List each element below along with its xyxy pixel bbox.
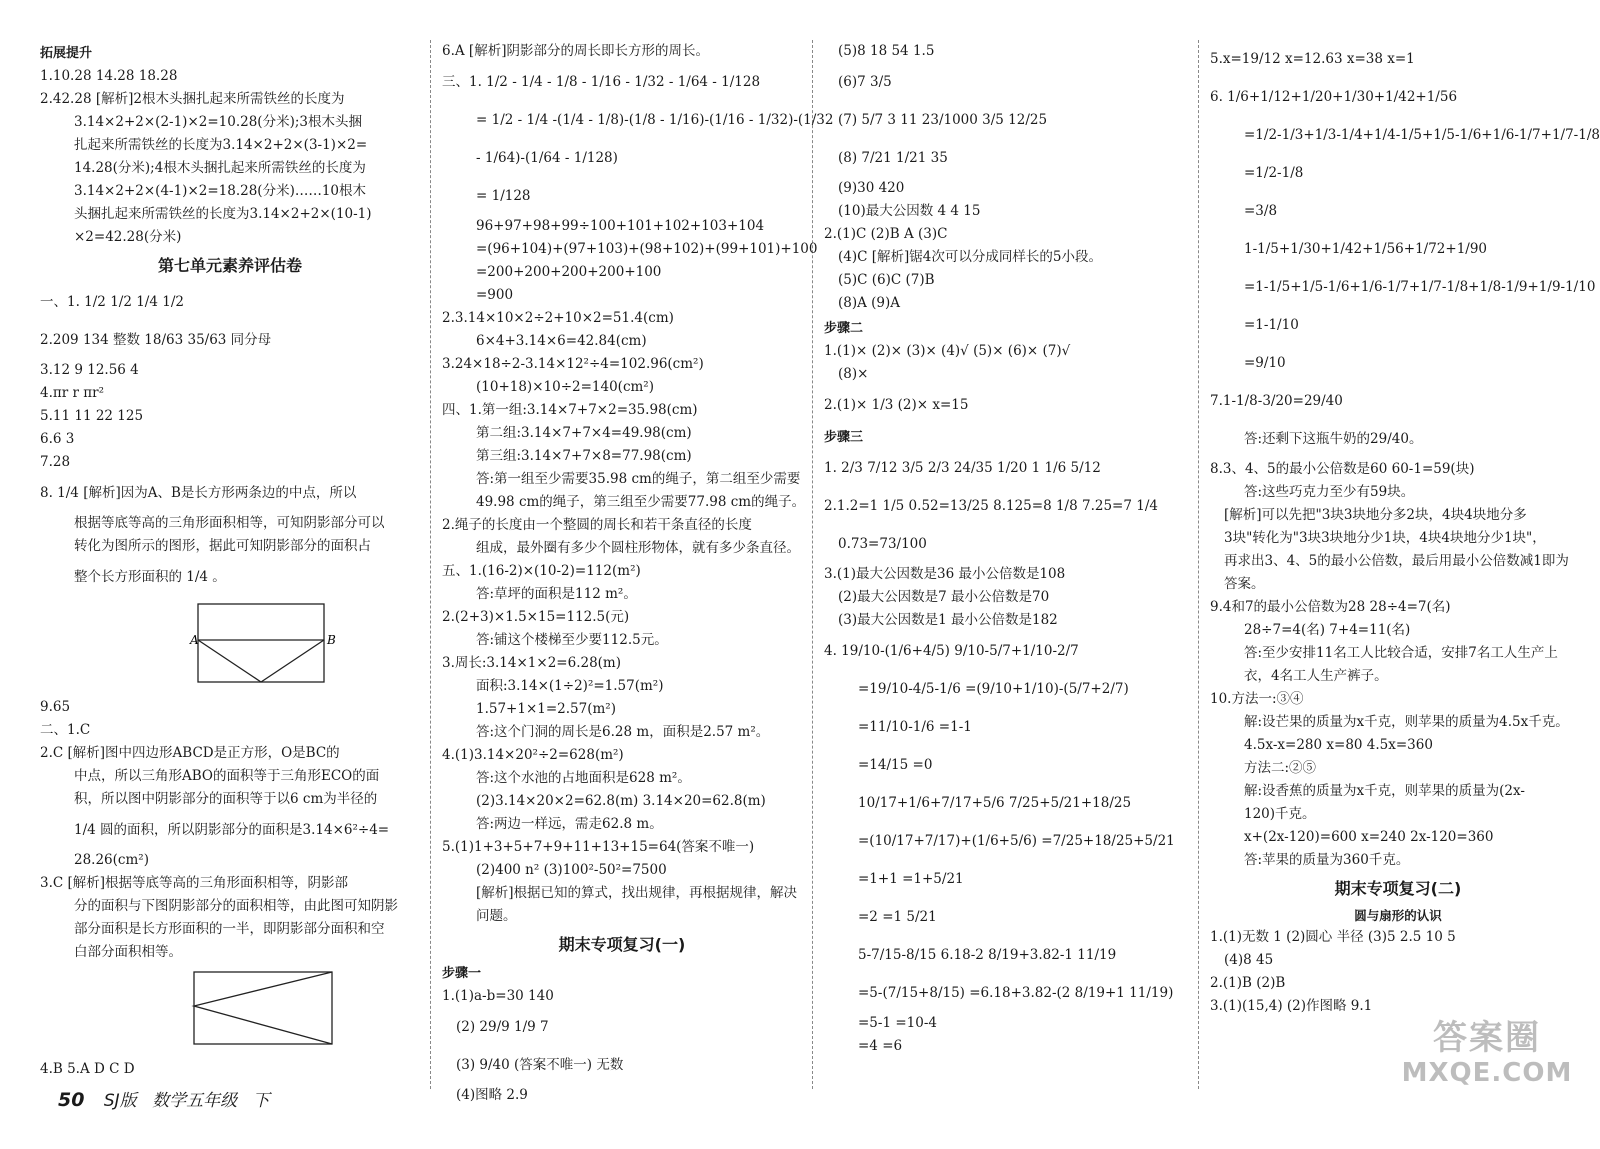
answer-line: (2)最大公因数是7 最小公倍数是70 — [838, 589, 1050, 605]
answer-line: 2.(1)× 1/3 (2)× x=15 — [824, 397, 969, 413]
answer-line: 6. 1/6+1/12+1/20+1/30+1/42+1/56 — [1210, 89, 1458, 105]
answer-line: 9.4和7的最小公倍数为28 28÷4=7(名) — [1210, 599, 1451, 615]
answer-line: 4.5x-x=280 x=80 4.5x=360 — [1244, 737, 1433, 753]
page-footer — [58, 1086, 279, 1111]
point-b-label: B — [327, 633, 336, 647]
answer-line: 转化为图所示的图形，据此可知阴影部分的面积占 — [74, 538, 371, 554]
answer-line: 9.65 — [40, 699, 71, 715]
answer-line: 步骤一 — [442, 966, 482, 981]
answer-line: 分的面积与下图阴影部分的面积相等，由此图可知阴影 — [74, 898, 398, 914]
answer-line: 第三组:3.14×7+7×8=77.98(cm) — [476, 448, 692, 464]
answer-line: 7.1-1/8-3/20=29/40 — [1210, 393, 1343, 409]
answer-line: =3/8 — [1244, 203, 1278, 219]
answer-line: 圆与扇形的认识 — [1354, 908, 1442, 923]
answer-line: =14/15 =0 — [858, 757, 933, 773]
answer-line: =200+200+200+200+100 — [476, 264, 662, 280]
column-divider — [1198, 40, 1199, 1089]
answer-line: =5-1 =10-4 — [858, 1015, 937, 1031]
answer-line: 组成，最外圈有多少个圆柱形物体，就有多少条直径。 — [476, 540, 800, 556]
answer-line: 2.(1)B (2)B — [1210, 975, 1286, 991]
column-divider — [430, 40, 431, 1089]
answer-line: 1.(1)a-b=30 140 — [442, 988, 554, 1004]
answer-line: 5.11 11 22 125 — [40, 408, 144, 424]
rectangle-triangle-figure — [190, 600, 340, 688]
answer-column-4 — [1204, 34, 1600, 1093]
answer-line: (6)7 3/5 — [838, 74, 892, 90]
answer-line: (7) 5/7 3 11 23/1000 3/5 12/25 — [838, 112, 1048, 128]
answer-line: 3.12 9 12.56 4 — [40, 362, 139, 378]
answer-line: 答:至少安排11名工人比较合适，安排7名工人生产上 — [1244, 645, 1558, 661]
answer-line: 96+97+98+99÷100+101+102+103+104 — [476, 218, 765, 234]
answer-line: 4. 19/10-(1/6+4/5) 9/10-5/7+1/10-2/7 — [824, 643, 1079, 659]
answer-line: 2.绳子的长度由一个整圆的周长和若干条直径的长度 — [442, 517, 752, 533]
answer-line: 4.πr r πr² — [40, 385, 104, 401]
answer-line: ×2=42.28(分米) — [74, 229, 182, 245]
answer-line: 解:设芒果的质量为x千克，则苹果的质量为4.5x千克。 — [1244, 714, 1569, 730]
answer-line: 问题。 — [476, 908, 517, 924]
watermark — [1392, 1018, 1582, 1088]
answer-line: 2.42.28 [解析]2根木头捆扎起来所需铁丝的长度为 — [40, 91, 345, 107]
answer-line: 28÷7=4(名) 7+4=11(名) — [1244, 622, 1411, 638]
answer-line: 答:铺这个楼梯至少要112.5元。 — [476, 632, 668, 648]
column-divider — [812, 40, 813, 1089]
answer-line: 五、1.(16-2)×(10-2)=112(m²) — [442, 563, 641, 579]
answer-line: =2 =1 5/21 — [858, 909, 937, 925]
answer-line: 14.28(分米);4根木头捆扎起来所需铁丝的长度为 — [74, 160, 366, 176]
answer-column-3 — [818, 34, 1194, 1093]
answer-line: 1/4 圆的面积，所以阴影部分的面积是3.14×6²÷4= — [74, 822, 390, 838]
answer-line: =19/10-4/5-1/6 =(9/10+1/10)-(5/7+2/7) — [858, 681, 1129, 697]
watermark-logo: 答案圈 — [1433, 1018, 1541, 1058]
answer-line: =(96+104)+(97+103)+(98+102)+(99+101)+100 — [476, 241, 818, 257]
answer-line: 1.(1)× (2)× (3)× (4)√ (5)× (6)× (7)√ — [824, 343, 1071, 359]
answer-line: 8. 1/4 [解析]因为A、B是长方形两条边的中点，所以 — [40, 485, 357, 501]
answer-line: =900 — [476, 287, 514, 303]
answer-line: (3) 9/40 (答案不唯一) 无数 — [456, 1057, 624, 1073]
answer-line: 1.10.28 14.28 18.28 — [40, 68, 178, 84]
answer-line: 5.(1)1+3+5+7+9+11+13+15=64(答案不唯一) — [442, 839, 755, 855]
answer-line: 3.14×2+2×(4-1)×2=18.28(分米)……10根木 — [74, 183, 367, 199]
answer-line: =(10/17+7/17)+(1/6+5/6) =7/25+18/25+5/21 — [858, 833, 1175, 849]
answer-line: 3.24×18÷2-3.14×12²÷4=102.96(cm²) — [442, 356, 704, 372]
answer-line: 答:这个水池的占地面积是628 m²。 — [476, 770, 691, 786]
answer-line: x+(2x-120)=600 x=240 2x-120=360 — [1244, 829, 1494, 845]
answer-line: 中点，所以三角形ABO的面积等于三角形ECO的面 — [74, 768, 380, 784]
answer-line: 2.C [解析]图中四边形ABCD是正方形，O是BC的 — [40, 745, 340, 761]
answer-line: =1+1 =1+5/21 — [858, 871, 964, 887]
answer-line: =11/10-1/6 =1-1 — [858, 719, 972, 735]
answer-line: 6.6 3 — [40, 431, 75, 447]
answer-line: 第七单元素养评估卷 — [157, 256, 302, 275]
answer-line: (3)最大公因数是1 最小公倍数是182 — [838, 612, 1058, 628]
answer-line: 方法二:②⑤ — [1244, 760, 1317, 776]
answer-line: =9/10 — [1244, 355, 1286, 371]
answer-line: (2) 29/9 1/9 7 — [456, 1019, 549, 1035]
answer-line: 10/17+1/6+7/17+5/6 7/25+5/21+18/25 — [858, 795, 1132, 811]
answer-line: 再求出3、4、5的最小公倍数，最后用最小公倍数减1即为 — [1224, 553, 1569, 569]
answer-line: = 1/2 - 1/4 -(1/4 - 1/8)-(1/8 - 1/16)-(1/16 - 1/32)-(1/32 — [476, 112, 834, 128]
answer-line: 28.26(cm²) — [74, 852, 149, 868]
answer-line: 0.73=73/100 — [838, 536, 927, 552]
answer-line: 答:两边一样远，需走62.8 m。 — [476, 816, 663, 832]
answer-line: (4)C [解析]锯4次可以分成同样长的5小段。 — [838, 249, 1102, 265]
answer-line: =4 =6 — [858, 1038, 903, 1054]
term-label: 下 — [252, 1091, 270, 1111]
answer-line: 答:草坪的面积是112 m²。 — [476, 586, 637, 602]
answer-line: (5)8 18 54 1.5 — [838, 43, 935, 59]
answer-line: 7.28 — [40, 454, 71, 470]
edition-label: SJ版 — [103, 1091, 137, 1111]
answer-line: 1.(1)无数 1 (2)圆心 半径 (3)5 2.5 10 5 — [1210, 929, 1456, 945]
answer-line: 衣，4名工人生产裤子。 — [1244, 668, 1388, 684]
answer-column-1 — [34, 34, 426, 1093]
answer-line: 3.(1)最大公因数是36 最小公倍数是108 — [824, 566, 1066, 582]
answer-line: 5.x=19/12 x=12.63 x=38 x=1 — [1210, 51, 1415, 67]
answer-line: 答:第一组至少需要35.98 cm的绳子，第二组至少需要 — [476, 471, 801, 487]
answer-line: 120)千克。 — [1244, 806, 1316, 822]
answer-line: 3.周长:3.14×1×2=6.28(m) — [442, 655, 621, 671]
page-number: 50 — [58, 1089, 85, 1111]
answer-line: 2.209 134 整数 18/63 35/63 同分母 — [40, 332, 272, 348]
answer-line: 拓展提升 — [40, 46, 93, 61]
answer-line: 答案。 — [1224, 576, 1265, 592]
answer-line: 1.57+1×1=2.57(m²) — [476, 701, 616, 717]
answer-line: 3.(1)(15,4) (2)作图略 9.1 — [1210, 998, 1373, 1014]
answer-line: =1/2-1/3+1/3-1/4+1/4-1/5+1/5-1/6+1/6-1/7+1/7-1/8 — [1244, 127, 1600, 143]
answer-line: (10)最大公因数 4 4 15 — [838, 203, 981, 219]
answer-line: 根据等底等高的三角形面积相等，可知阴影部分可以 — [74, 515, 385, 531]
answer-line: (2)400 n² (3)100²-50²=7500 — [476, 862, 667, 878]
answer-line: 49.98 cm的绳子，第三组至少需要77.98 cm的绳子。 — [476, 494, 806, 510]
answer-line: 第二组:3.14×7+7×4=49.98(cm) — [476, 425, 692, 441]
answer-line: 4.B 5.A D C D — [40, 1061, 135, 1077]
answer-line: 2.(1)C (2)B A (3)C — [824, 226, 948, 242]
answer-line: 6×4+3.14×6=42.84(cm) — [476, 333, 647, 349]
answer-line: 扎起来所需铁丝的长度为3.14×2+2×(3-1)×2= — [74, 137, 368, 153]
answer-line: 二、1.C — [40, 722, 91, 738]
answer-line: 8.3、4、5的最小公倍数是60 60-1=59(块) — [1210, 461, 1475, 477]
answer-line: (8)A (9)A — [838, 295, 901, 311]
answer-line: =1-1/10 — [1244, 317, 1299, 333]
answer-line: 1-1/5+1/30+1/42+1/56+1/72+1/90 — [1244, 241, 1488, 257]
answer-line: 3.14×2+2×(2-1)×2=10.28(分米);3根木头捆 — [74, 114, 362, 130]
answer-column-2 — [436, 34, 834, 1103]
answer-line: 积，所以图中阴影部分的面积等于以6 cm为半径的 — [74, 791, 378, 807]
answer-line: (9)30 420 — [838, 180, 905, 196]
answer-line: 2.1.2=1 1/5 0.52=13/25 8.125=8 1/8 7.25=7 1/4 — [824, 498, 1158, 514]
answer-line: 期末专项复习(二) — [1334, 879, 1462, 898]
answer-line: 期末专项复习(一) — [558, 935, 686, 954]
answer-line: 部分面积是长方形面积的一半，即阴影部分面积和空 — [74, 921, 385, 937]
answer-line: =5-(7/15+8/15) =6.18+3.82-(2 8/19+1 11/19) — [858, 985, 1174, 1001]
answer-line: 步骤三 — [824, 430, 864, 445]
answer-line: 步骤二 — [824, 321, 864, 336]
answer-line: (10+18)×10÷2=140(cm²) — [476, 379, 654, 395]
answer-line: 白部分面积相等。 — [74, 944, 182, 960]
answer-line: =1/2-1/8 — [1244, 165, 1304, 181]
answer-line: [解析]根据已知的算式，找出规律，再根据规律，解决 — [476, 885, 798, 901]
subject-label: 数学五年级 — [152, 1091, 238, 1111]
answer-line: 6.A [解析]阴影部分的周长即长方形的周长。 — [442, 43, 709, 59]
answer-line: 2.3.14×10×2÷2+10×2=51.4(cm) — [442, 310, 674, 326]
answer-line: 面积:3.14×(1÷2)²=1.57(m²) — [476, 678, 664, 694]
point-a-label: A — [190, 633, 199, 647]
answer-line: (4)8 45 — [1224, 952, 1274, 968]
answer-line: (8) 7/21 1/21 35 — [838, 150, 948, 166]
answer-line: 整个长方形面积的 1/4 。 — [74, 569, 226, 585]
answer-line: 10.方法一:③④ — [1210, 691, 1304, 707]
rectangle-diagonal-figure — [190, 968, 340, 1050]
answer-line: 2.(2+3)×1.5×15=112.5(元) — [442, 609, 630, 625]
answer-line: 头捆扎起来所需铁丝的长度为3.14×2+2×(10-1) — [74, 206, 372, 222]
answer-line: 三、1. 1/2 - 1/4 - 1/8 - 1/16 - 1/32 - 1/64 - 1/128 — [442, 74, 761, 90]
answer-line: (5)C (6)C (7)B — [838, 272, 935, 288]
answer-line: 答:还剩下这瓶牛奶的29/40。 — [1244, 431, 1423, 447]
answer-line: 解:设香蕉的质量为x千克，则苹果的质量为(2x- — [1244, 783, 1525, 799]
answer-line: (8)× — [838, 366, 869, 382]
answer-line: =1-1/5+1/5-1/6+1/6-1/7+1/7-1/8+1/8-1/9+1/9-1/10 — [1244, 279, 1596, 295]
answer-line: 4.(1)3.14×20²÷2=628(m²) — [442, 747, 624, 763]
answer-line: (2)3.14×20×2=62.8(m) 3.14×20=62.8(m) — [476, 793, 766, 809]
answer-line: = 1/128 — [476, 188, 531, 204]
answer-line: 答:这些巧克力至少有59块。 — [1244, 484, 1415, 500]
answer-line: 一、1. 1/2 1/2 1/4 1/2 — [40, 294, 184, 310]
answer-line: 四、1.第一组:3.14×7+7×2=35.98(cm) — [442, 402, 698, 418]
answer-line: 3块"转化为"3块3块地分少1块，4块4块地分少1块"， — [1224, 530, 1546, 546]
watermark-url: MXQE.COM — [1401, 1058, 1573, 1088]
answer-line: 答:这个门洞的周长是6.28 m，面积是2.57 m²。 — [476, 724, 770, 740]
answer-line: 答:苹果的质量为360千克。 — [1244, 852, 1410, 868]
answer-line: (4)图略 2.9 — [456, 1087, 528, 1103]
answer-line: 5-7/15-8/15 6.18-2 8/19+3.82-1 11/19 — [858, 947, 1117, 963]
answer-line: 1. 2/3 7/12 3/5 2/3 24/35 1/20 1 1/6 5/12 — [824, 460, 1101, 476]
answer-line: [解析]可以先把"3块3块地分多2块，4块4块地分多 — [1224, 507, 1527, 523]
answer-line: 3.C [解析]根据等底等高的三角形面积相等，阴影部 — [40, 875, 349, 891]
answer-line: - 1/64)-(1/64 - 1/128) — [476, 150, 618, 166]
